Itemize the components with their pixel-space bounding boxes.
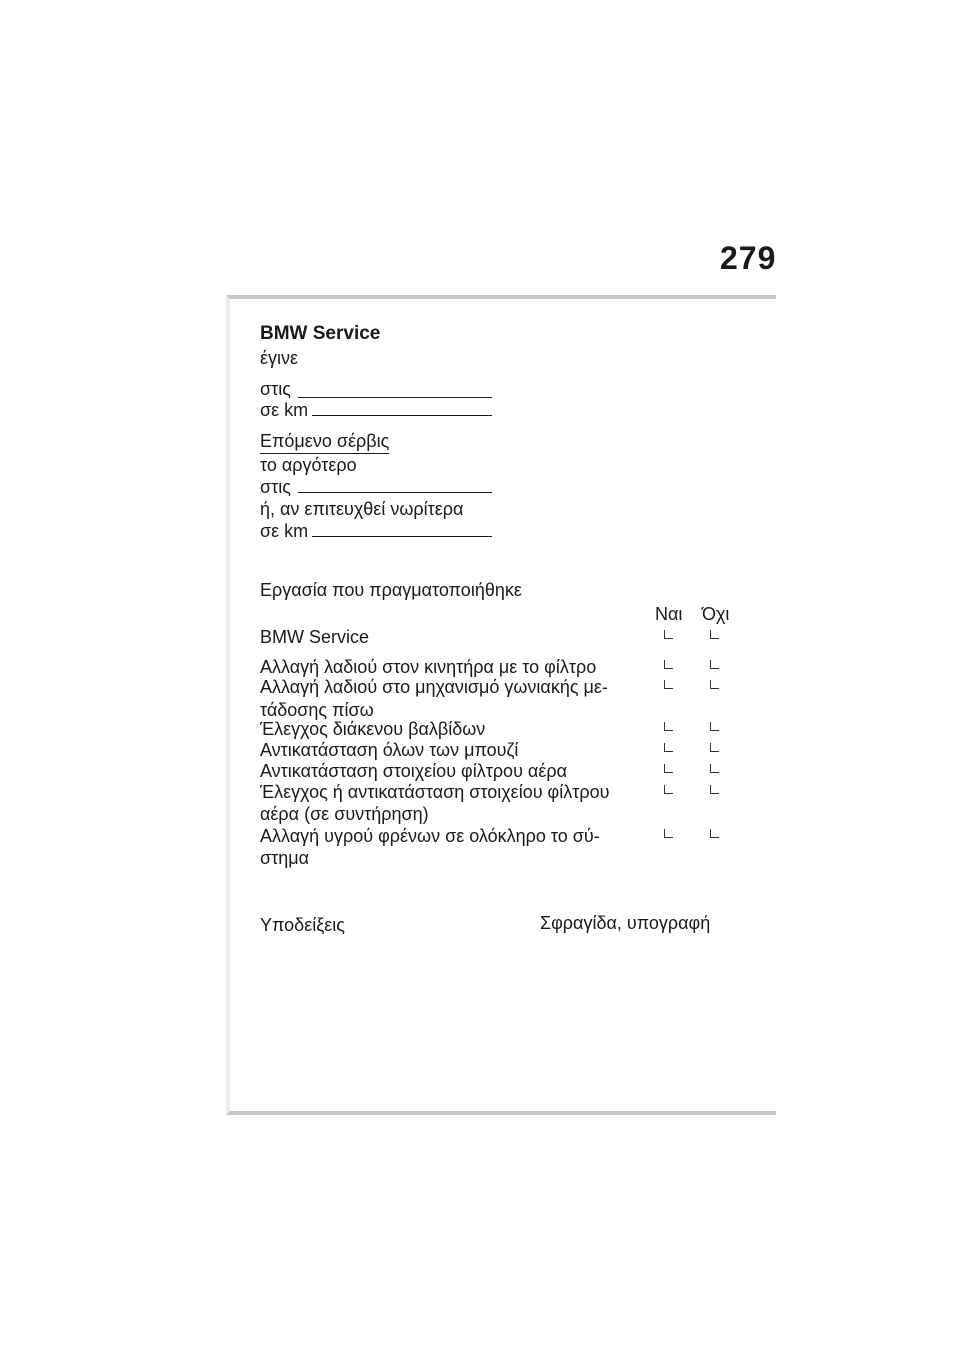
service-km-label: σε km (260, 400, 309, 420)
notes-label: Υποδείξεις (260, 915, 345, 935)
checkbox-yes[interactable] (664, 829, 673, 838)
checkbox-yes[interactable] (664, 764, 673, 773)
next-service-latest-label: το αργότερο (260, 455, 357, 475)
checkbox-yes[interactable] (664, 680, 673, 689)
service-done-label: έγινε (260, 348, 299, 368)
checkbox-no[interactable] (710, 743, 719, 752)
checkbox-no[interactable] (710, 829, 719, 838)
next-service-date-label: στις (260, 477, 291, 497)
column-no: Όχι (702, 604, 730, 624)
work-item-label: Αντικατάσταση στοιχείου φίλτρου αέρα (260, 761, 567, 781)
work-item-label: BMW Service (260, 627, 370, 647)
checkbox-no[interactable] (710, 660, 719, 669)
work-item-label-cont: στημα (260, 848, 310, 868)
work-item-label: Αλλαγή λαδιού στον κινητήρα με το φίλτρο (260, 657, 597, 677)
next-service-km-label: σε km (260, 521, 309, 541)
next-service-date-field[interactable] (298, 492, 492, 493)
next-service-earlier-label: ή, αν επιτευχθεί νωρίτερα (260, 499, 464, 519)
work-item-label: Έλεγχος διάκενου βαλβίδων (260, 719, 486, 739)
column-yes: Ναι (655, 604, 683, 624)
page-number: 279 (720, 240, 777, 276)
checkbox-no[interactable] (710, 785, 719, 794)
service-title: BMW Service (260, 323, 381, 344)
stamp-signature-label: Σφραγίδα, υπογραφή (540, 913, 711, 933)
work-item-label: Αλλαγή λαδιού στο μηχανισμό γωνιακής με- (260, 677, 608, 697)
checkbox-yes[interactable] (664, 722, 673, 731)
next-service-km-field[interactable] (312, 536, 492, 537)
checkbox-no[interactable] (710, 722, 719, 731)
checkbox-no[interactable] (710, 680, 719, 689)
checkbox-yes[interactable] (664, 785, 673, 794)
service-date-field[interactable] (298, 397, 492, 398)
checkbox-yes[interactable] (664, 660, 673, 669)
work-title: Εργασία που πραγματοποιήθηκε (260, 580, 522, 600)
service-km-field[interactable] (312, 415, 492, 416)
service-date-label: στις (260, 379, 291, 399)
checkbox-no[interactable] (710, 630, 719, 639)
work-item-label-cont: αέρα (σε συντήρηση) (260, 804, 429, 824)
checkbox-yes[interactable] (664, 630, 673, 639)
work-item-label: Αντικατάσταση όλων των μπουζί (260, 740, 519, 760)
checkbox-yes[interactable] (664, 743, 673, 752)
checkbox-no[interactable] (710, 764, 719, 773)
work-item-label-cont: τάδοσης πίσω (260, 700, 374, 720)
work-item-label: Αλλαγή υγρού φρένων σε ολόκληρο το σύ- (260, 826, 600, 846)
work-item-label: Έλεγχος ή αντικατάσταση στοιχείου φίλτρου (260, 782, 610, 802)
next-service-title: Επόμενο σέρβις (260, 430, 389, 454)
